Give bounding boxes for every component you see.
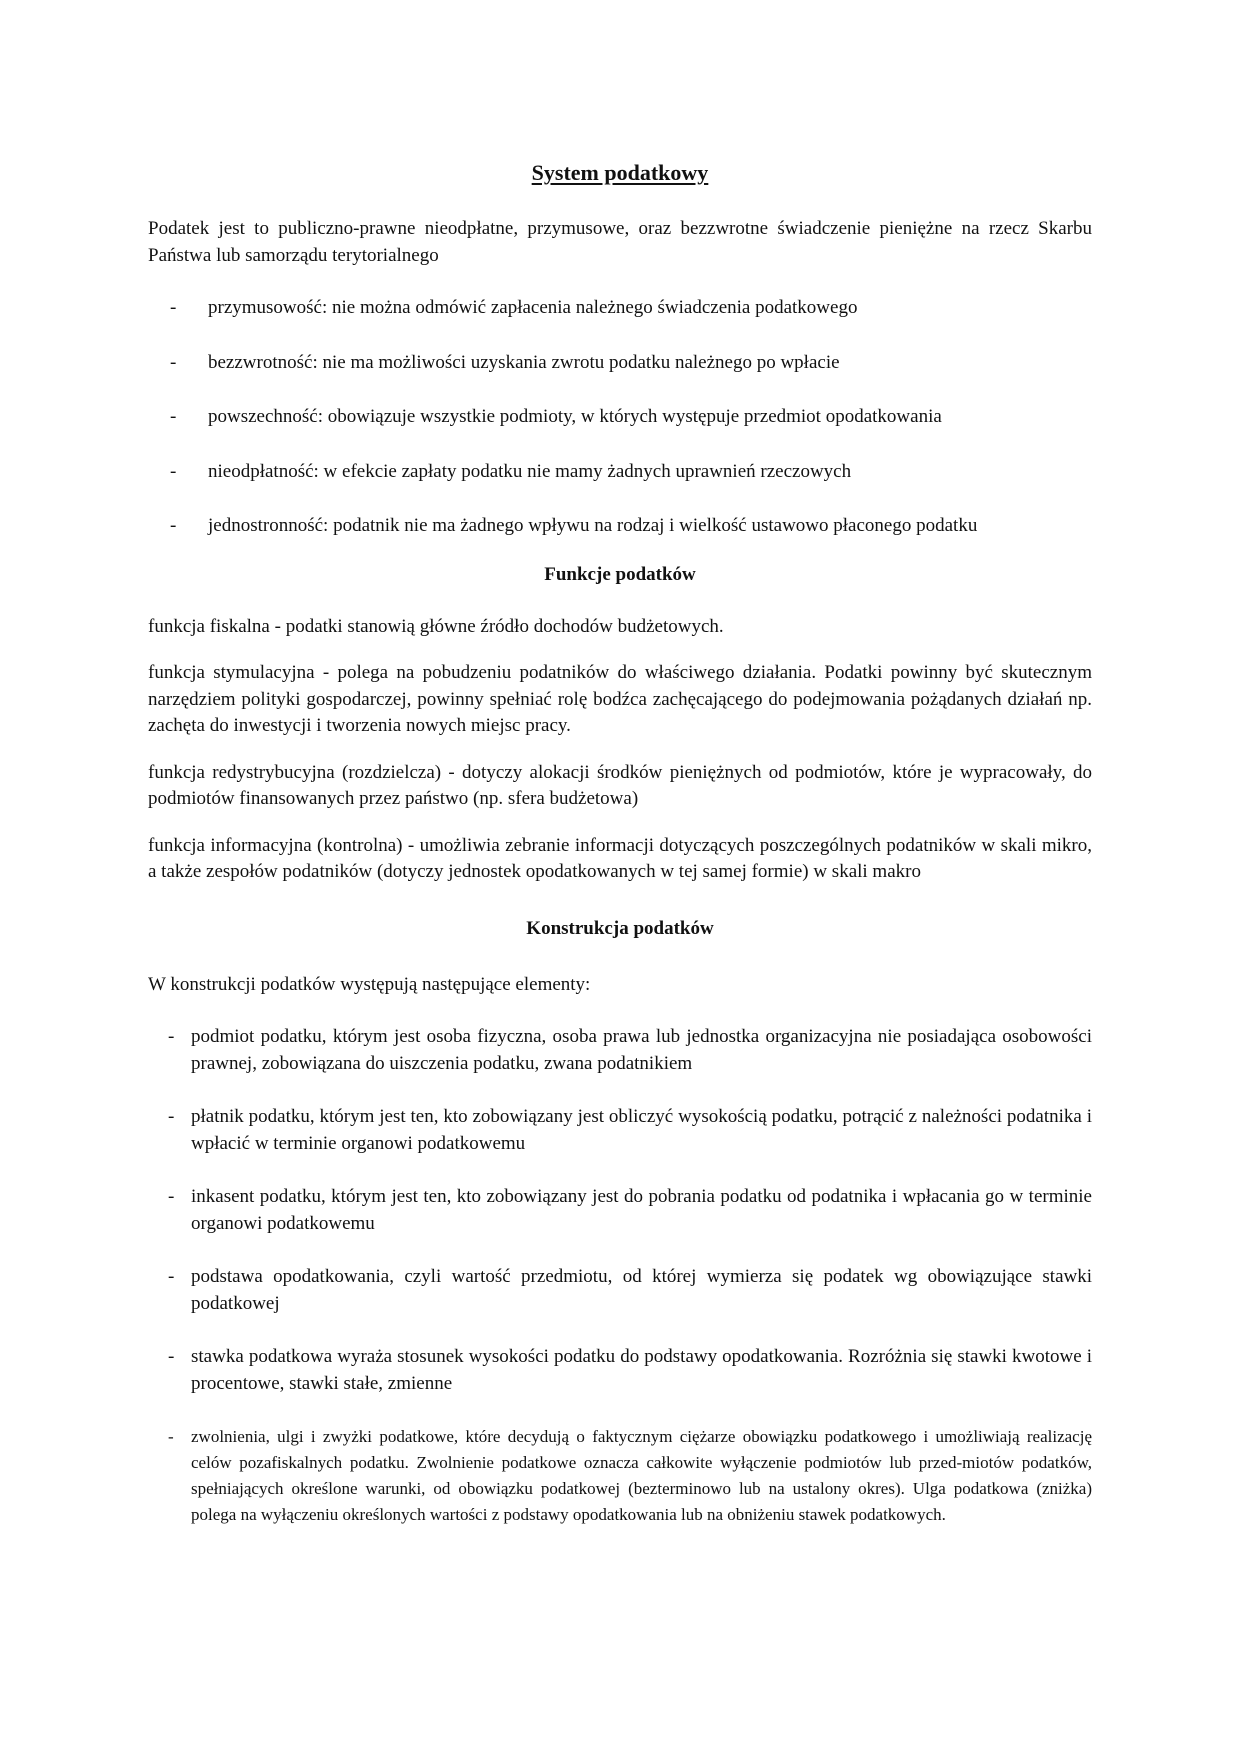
element-text: stawka podatkowa wyraża stosunek wysokości podatku do podstawy opodatkowania. Rozróżnia się stawki kwotowe i procentowe, stawki stałe, zmienne xyxy=(191,1346,1092,1394)
feature-text: nieodpłatność: w efekcie zapłaty podatku nie mamy żadnych uprawnień rzeczowych xyxy=(208,460,852,482)
bullet-dash: - xyxy=(170,460,177,482)
bullet-dash: - xyxy=(168,1026,175,1047)
feature-text: powszechność: obowiązuje wszystkie podmioty, w których występuje przedmiot opodatkowania xyxy=(208,406,942,427)
element-text: podstawa opodatkowania, czyli wartość przedmiotu, od której wymierza się podatek wg obowiązujące stawki podatkowej xyxy=(191,1266,1092,1314)
function-paragraph: funkcja stymulacyjna - polega na pobudzeniu podatników do właściwego działania. Podatki powinny być skutecznym narzędziem polityki gospodarczej, powinny spełniać rolę bodźca zachęcającego do podejmowania pożądanych działań np. zachęta do inwestycji i tworzenia nowych miejsc pracy. xyxy=(148,662,1092,736)
feature-text: jednostronność: podatnik nie ma żadnego wpływu na rodzaj i wielkość ustawowo płaconego podatku xyxy=(208,515,978,536)
bullet-dash: - xyxy=(168,1266,175,1287)
functions-heading: Funkcje podatków xyxy=(544,563,696,585)
list-item xyxy=(148,513,1092,540)
list-item xyxy=(148,1344,1092,1397)
list-item xyxy=(148,459,1092,486)
feature-text: przymusowość: nie można odmówić zapłacenia należnego świadczenia podatkowego xyxy=(208,297,858,318)
list-item xyxy=(148,295,1092,322)
list-item xyxy=(148,350,1092,377)
bullet-dash: - xyxy=(168,1346,175,1367)
feature-text: bezzwrotność: nie ma możliwości uzyskania zwrotu podatku należnego po wpłacie xyxy=(208,351,840,373)
construction-intro: W konstrukcji podatków występują następujące elementy: xyxy=(148,973,591,995)
list-item xyxy=(148,1184,1092,1237)
bullet-dash: - xyxy=(170,297,177,318)
function-paragraph: funkcja informacyjna (kontrolna) - umożliwia zebranie informacji dotyczących poszczególnych podatników w skali mikro, a także zespołów podatników (dotyczy jednostek opodatkowanych w tej samej formie) w skali makro xyxy=(148,834,1092,882)
bullet-dash: - xyxy=(170,406,177,427)
element-text: inkasent podatku, którym jest ten, kto zobowiązany jest do pobrania podatku od podatnika i wpłacania go w terminie organowi podatkowemu xyxy=(191,1186,1092,1234)
intro-paragraph: Podatek jest to publiczno-prawne nieodpłatne, przymusowe, oraz bezzwrotne świadczenie pieniężne na rzecz Skarbu Państwa lub samorządu terytorialnego xyxy=(148,218,1092,266)
list-item xyxy=(148,1104,1092,1157)
list-item xyxy=(148,1024,1092,1077)
function-paragraph: funkcja redystrybucyjna (rozdzielcza) - dotyczy alokacji środków pieniężnych od podmiotów, które je wypracowały, do podmiotów finansowanych przez państwo (np. sfera budżetowa) xyxy=(148,761,1092,809)
bullet-dash: - xyxy=(168,1186,175,1207)
bullet-dash: - xyxy=(170,515,177,536)
bullet-dash: - xyxy=(168,1106,175,1127)
elements-list xyxy=(148,1024,1092,1528)
list-item xyxy=(148,1424,1092,1528)
page-title: System podatkowy xyxy=(531,160,709,185)
construction-heading: Konstrukcja podatków xyxy=(526,917,714,939)
list-item xyxy=(148,1264,1092,1317)
bullet-dash: - xyxy=(168,1427,174,1446)
element-text: płatnik podatku, którym jest ten, kto zobowiązany jest obliczyć wysokością podatku, potrącić z należności podatnika i wpłacić w terminie organowi podatkowemu xyxy=(191,1106,1092,1154)
function-paragraph: funkcja fiskalna - podatki stanowią główne źródło dochodów budżetowych. xyxy=(148,615,724,637)
document-body xyxy=(148,158,1092,1528)
element-text: zwolnienia, ulgi i zwyżki podatkowe, które decydują o faktycznym ciężarze obowiązku podatkowego i umożliwiają realizację celów pozafiskalnych podatku. Zwolnienie podatkowe oznacza całkowite wyłączenie podmiotów lub przed-miotów podatków, spełniających określone warunki, od obowiązku podatkowej (bezterminowo lub na ustalony okres). Ulga podatkowa (zniżka) polega na wyłączeniu określonych wartości z podstawy opodatkowania lub na obniżeniu stawek podatkowych. xyxy=(191,1427,1092,1524)
element-text: podmiot podatku, którym jest osoba fizyczna, osoba prawa lub jednostka organizacyjna nie posiadająca osobowości prawnej, zobowiązana do uiszczenia podatku, zwana podatnikiem xyxy=(191,1026,1092,1074)
features-list xyxy=(148,295,1092,540)
list-item xyxy=(148,404,1092,431)
bullet-dash: - xyxy=(170,351,177,373)
